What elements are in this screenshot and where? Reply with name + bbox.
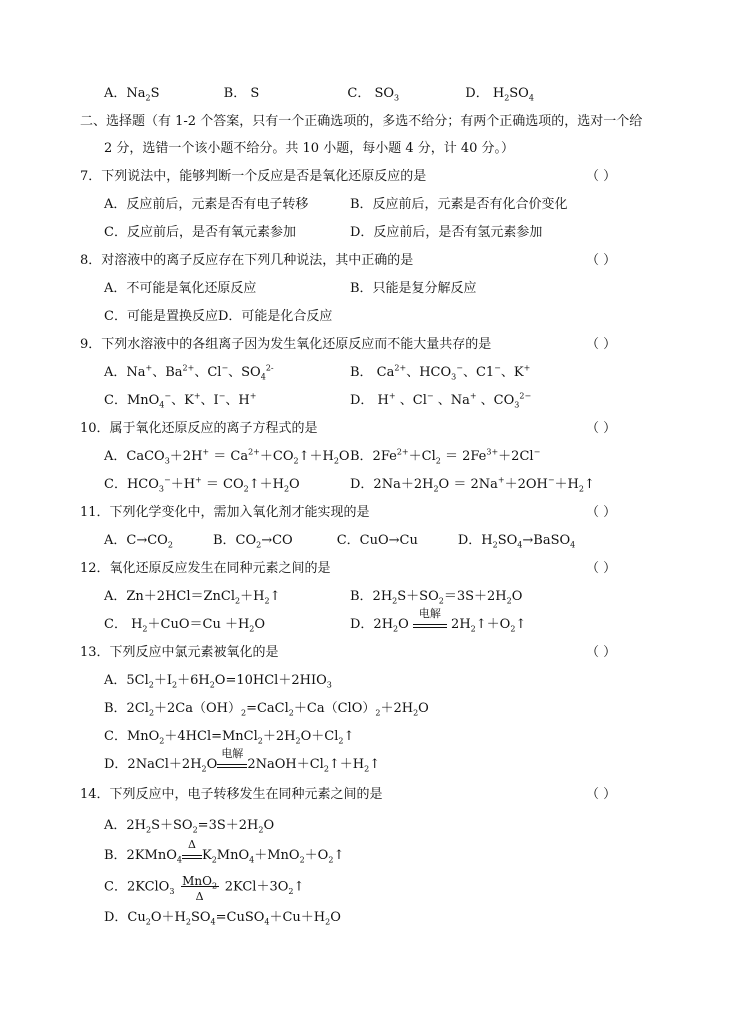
electrolysis-condition: 电解 [413,616,447,628]
q13-answer-bracket: （ ） [586,645,617,660]
heat-condition: Δ [182,847,202,859]
q14-option-b: B．2KMnO$_4$ Δ $K_2MnO_4+MnO_2+O_2↑$ [104,838,345,865]
option-a: A．$Na_2S$ [104,86,160,103]
q10-option-b: B．$2Fe^{2+}+Cl_2 = 2Fe^{3+}+2Cl^-$ [350,447,541,466]
q12-option-a: A．$Zn+2HCl=ZnCl_2+H_2↑$ [104,589,281,606]
q12-answer-bracket: （ ） [586,561,617,576]
q7-answer-bracket: （ ） [586,169,617,184]
q14-answer-bracket: （ ） [586,787,617,802]
q9-stem: 9．下列水溶液中的各组离子因为发生氧化还原反应而不能大量共存的是 [80,337,492,352]
q10-option-d: D．$2Na+2H_2O$ ＝ $2Na^++2OH^-+H_2↑$ [350,475,595,494]
catalyst-heat-condition: MnO$_2$ Δ [182,874,218,903]
q10-answer-bracket: （ ） [586,421,617,436]
q7-option-c: C．反应前后，是否有氧元素参加 [104,225,296,240]
section-instructions-2: 2 分，选错一个该小题不给分。共 10 小题，每小题 4 分，计 40 分。） [104,141,515,156]
q10-option-c: C．$HCO_3^-+H^+$ ＝ $CO_2↑+H_2O$ [104,475,300,494]
q12-option-b: B．$2H_2S+SO_2=3S+2H_2O$ [350,589,523,606]
option-c: C． $SO_3$ [347,86,400,103]
q8-answer-bracket: （ ） [586,253,617,268]
q14-stem: 14．下列反应中，电子转移发生在同种元素之间的是 [80,787,383,802]
q9-answer-bracket: （ ） [586,337,617,352]
q13-option-b: B．$2Cl_2+2Ca(OH)_2=CaCl_2+Ca(ClO)_2+2H_2O$ [104,701,429,718]
q14-option-a: A．$2H_2S+SO_2=3S+2H_2O$ [104,818,275,835]
q12-option-c: C． $H_2+CuO=Cu +H_2O$ [104,617,266,634]
section-instructions-1: 二、选择题（有 1-2 个答案，只有一个正确选项的，多选不给分；有两个正确选项的，选对一个给 [80,114,643,129]
top-options [104,84,534,104]
q10-option-a: A．CaCO$_3$＋2H+ ＝ $Ca^{2+}+CO_2↑+H_2O$ [104,447,350,466]
q9-option-d: D． H+ 、Cl− 、Na+ 、$CO_3^{2-}$ [350,391,532,410]
q8-option-cd: C．可能是置换反应D．可能是化合反应 [104,309,333,324]
q9-option-c: C．MnO$_4$−、K+、I−、H+ [104,391,257,410]
q8-option-a: A．不可能是氧化还原反应 [104,281,257,296]
q7-option-d: D．反应前后，是否有氢元素参加 [350,225,543,240]
q14-option-c: C．2KClO$_3$ MnO$_2$ Δ $2KCl+3O_2↑$ [104,874,305,903]
electrolysis-condition: 电解 [217,756,247,768]
q13-option-a: A．$5Cl_2+I_2+6H_2O=10HCl+2HIO_3$ [104,673,332,690]
q11-options: A．$C\to CO_2$ B．$CO_2\to CO$ C．CuO→Cu D．$H_2SO_4\to BaSO_4$ [104,533,576,550]
q12-stem: 12．氧化还原反应发生在同种元素之间的是 [80,561,331,576]
q9-option-b: B． $Ca^{2+}$、$HCO_3^-$、C1−、K+ [350,363,531,382]
q11-answer-bracket: （ ） [586,505,617,520]
q10-stem: 10．属于氧化还原反应的离子方程式的是 [80,421,318,436]
q7-option-b: B．反应前后，元素是否有化合价变化 [350,197,568,212]
q13-option-d: D．$2NaCl+2H_2O$ 电解 $2NaOH+Cl_2↑+H_2↑$ [104,747,381,774]
q8-option-b: B．只能是复分解反应 [350,281,477,296]
q14-option-d: D．$Cu_2O+H_2SO_4=CuSO_4+Cu+H_2O$ [104,910,341,927]
q12-option-d: D．$2H_2O$ 电解 $2H_2↑+O_2↑$ [350,607,527,634]
option-d: D． $H_2SO_4$ [465,86,534,103]
q13-stem: 13．下列反应中氯元素被氧化的是 [80,645,279,660]
q13-option-c: C．$MnO_2+4HCl=MnCl_2+2H_2O+Cl_2↑$ [104,729,355,746]
q7-stem: 7．下列说法中，能够判断一个反应是否是氧化还原反应的是 [80,169,427,184]
q11-stem: 11．下列化学变化中，需加入氧化剂才能实现的是 [80,505,370,520]
q7-option-a: A．反应前后，元素是否有电子转移 [104,197,309,212]
option-b: B． S [223,86,260,101]
q9-option-a: A．Na+、$Ba^{2+}$、Cl−、$SO_4^{2-}$ [104,363,274,382]
q8-stem: 8．对溶液中的离子反应存在下列几种说法，其中正确的是 [80,253,414,268]
